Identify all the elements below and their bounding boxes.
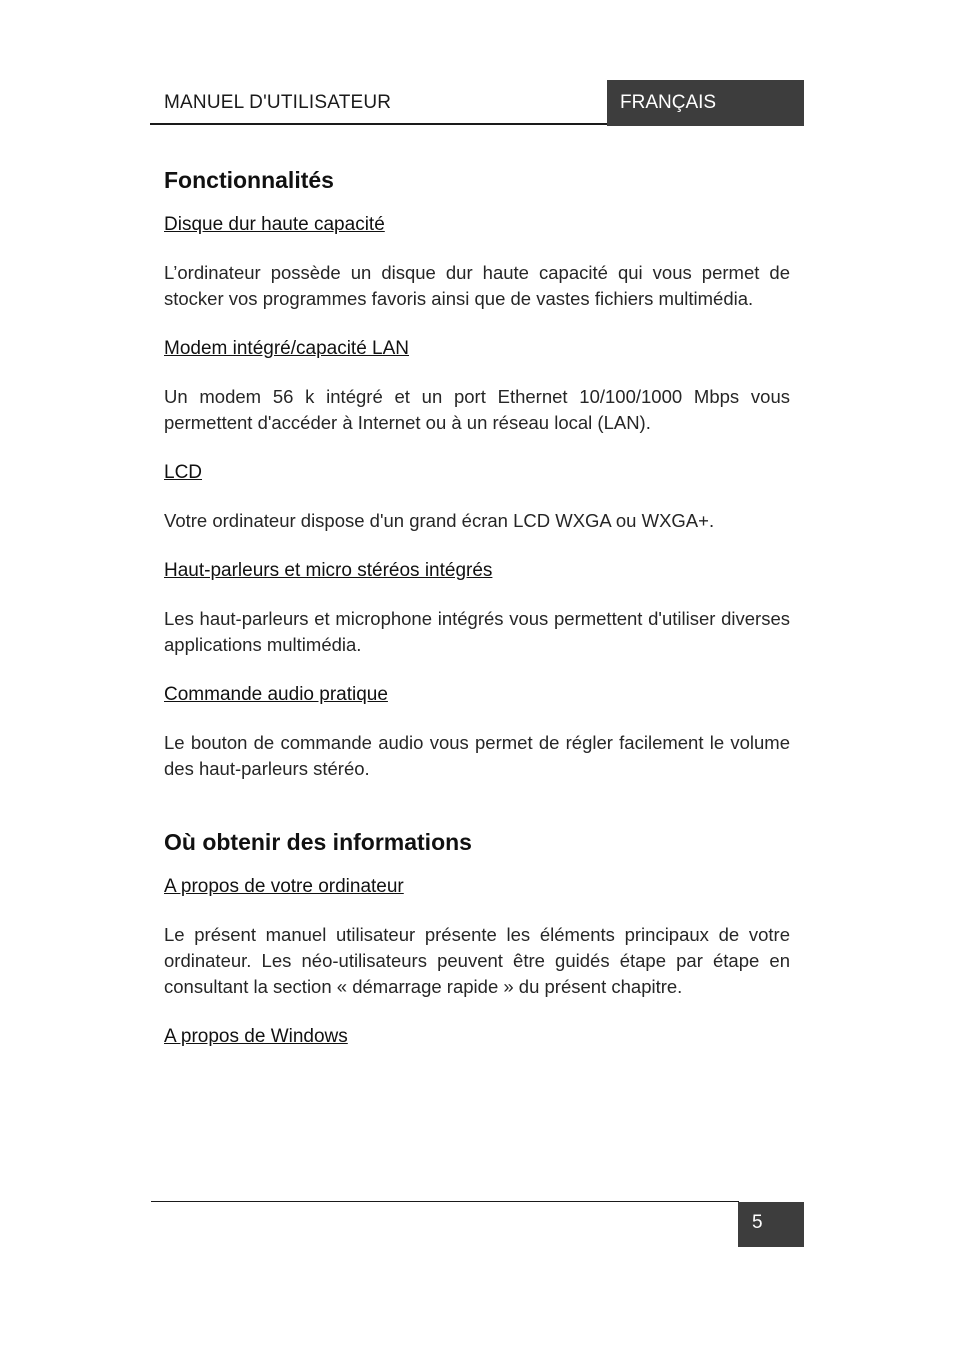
paragraph-hard-disk: L’ordinateur possède un disque dur haute capacité qui vous permet de stocker vos programmes favoris ainsi que de vastes fichiers multimédia. (164, 262, 790, 309)
paragraph-modem-lan: Un modem 56 k intégré et un port Ethernet 10/100/1000 Mbps vous permettent d'accéder à Internet ou à un réseau local (LAN). (164, 386, 790, 433)
section-heading-features: Fonctionnalités (164, 167, 334, 193)
paragraph-speakers-mic: Les haut-parleurs et microphone intégrés vous permettent d'utiliser diverses applications multimédia. (164, 608, 790, 655)
paragraph-lcd: Votre ordinateur dispose d'un grand écran LCD WXGA ou WXGA+. (164, 510, 715, 531)
header-divider (150, 123, 610, 125)
footer-divider (151, 1201, 739, 1202)
paragraph-audio-control: Le bouton de commande audio vous permet de régler facilement le volume des haut-parleurs stéréo. (164, 732, 790, 779)
subheading-lcd: LCD (164, 462, 203, 483)
subheading-modem-lan: Modem intégré/capacité LAN (164, 338, 410, 359)
subheading-audio-control: Commande audio pratique (164, 684, 388, 705)
page-header (150, 80, 804, 126)
subheading-speakers-mic: Haut-parleurs et micro stéréos intégrés (164, 560, 493, 581)
section-heading-information: Où obtenir des informations (164, 829, 472, 855)
subheading-about-computer: A propos de votre ordinateur (164, 876, 404, 897)
paragraph-about-computer: Le présent manuel utilisateur présente les éléments principaux de votre ordinateur. Les néo-utilisateurs peuvent être guidés étape par étape en consultant la section « démarrage rapide » du présent chapitre. (164, 924, 790, 997)
header-title: MANUEL D'UTILISATEUR (164, 92, 392, 113)
subheading-about-windows: A propos de Windows (164, 1026, 348, 1047)
page-number: 5 (738, 1202, 804, 1247)
document-body (164, 164, 790, 1050)
language-tab: FRANÇAIS (607, 80, 804, 126)
subheading-hard-disk: Disque dur haute capacité (164, 214, 385, 235)
